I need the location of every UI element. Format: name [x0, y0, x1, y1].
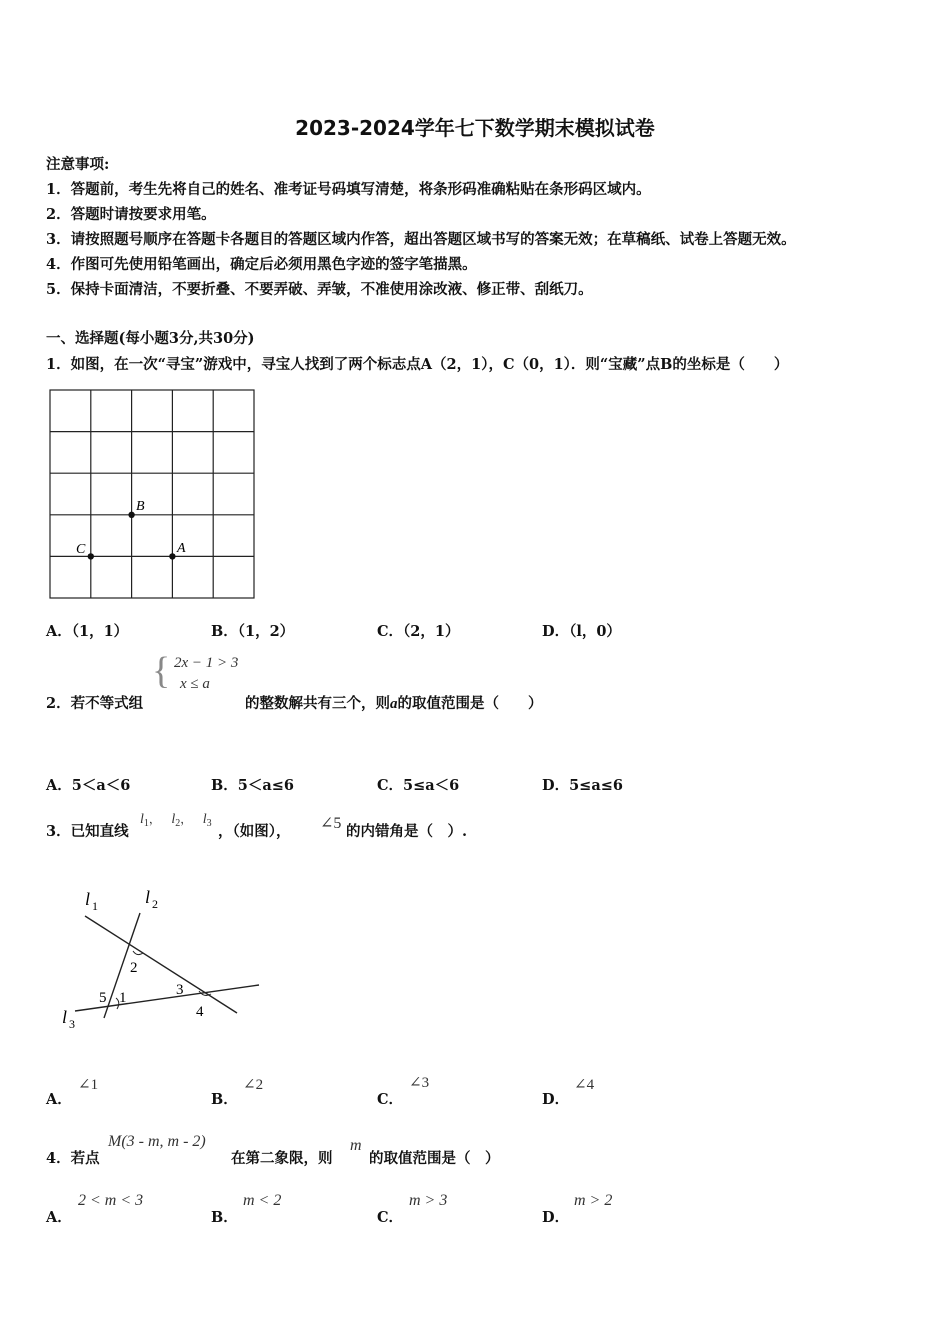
question-1-text: 1．如图，在一次“寻宝”游戏中，寻宝人找到了两个标志点A（2，1），C（0，1）．则“宝藏”点B的坐标是（ ） [46, 356, 789, 373]
svg-text:3: 3 [176, 982, 184, 998]
q4-option-a-label: A． [46, 1209, 72, 1226]
point-m: M(3 - m, m - 2) [108, 1133, 206, 1150]
label-a: A [177, 541, 186, 556]
q2-option-b: B．5＜a≤6 [211, 777, 294, 794]
notice-heading: 注意事项: [46, 156, 110, 173]
svg-text:l: l [85, 889, 91, 909]
svg-text:3: 3 [69, 1017, 75, 1031]
question-3-middle: ，（如图）， [218, 823, 291, 840]
variable-m: m [350, 1137, 362, 1154]
q2-option-a: A．5＜a＜6 [46, 777, 131, 794]
q4-option-a-value: 2 < m < 3 [78, 1192, 144, 1209]
notice-item: 2．答题时请按要求用笔。 [46, 206, 216, 223]
notice-item: 5．保持卡面清洁，不要折叠、不要弄破、弄皱，不准使用涂改液、修正带、刮纸刀。 [46, 281, 593, 298]
q1-option-a: A．（1，1） [46, 623, 129, 640]
question-3-lines-figure [55, 878, 270, 1038]
notice-item: 3．请按照题号顺序在答题卡各题目的答题区域内作答，超出答题区域书写的答案无效；在草稿纸、试卷上答题无效。 [46, 231, 796, 248]
notice-item: 4．作图可先使用铅笔画出，确定后必须用黑色字迹的签字笔描黑。 [46, 256, 477, 273]
svg-text:2: 2 [152, 897, 158, 911]
label-b: B [136, 499, 145, 514]
svg-text:1: 1 [92, 899, 98, 913]
question-3-prefix: 3．已知直线 [46, 823, 129, 840]
q1-option-d: D．（l，0） [542, 623, 621, 640]
label-c: C [76, 542, 86, 557]
q4-option-d-label: D． [542, 1209, 570, 1226]
angle-5: ∠5 [320, 815, 342, 832]
section-heading: 一、选择题(每小题3分,共30分) [46, 330, 255, 347]
line-symbols: $l_1$， $l_2$， $l_3$ [140, 812, 212, 829]
svg-text:5: 5 [99, 990, 107, 1006]
question-3-suffix: 的内错角是（ ）. [346, 823, 468, 840]
q4-option-c-label: C． [377, 1209, 404, 1226]
q2-option-d: D．5≤a≤6 [542, 777, 623, 794]
svg-text:1: 1 [119, 990, 127, 1006]
q3-option-d-label: D． [542, 1091, 570, 1108]
svg-text:l: l [145, 887, 151, 907]
question-4-suffix: 的取值范围是（ ） [369, 1150, 500, 1167]
svg-text:4: 4 [196, 1004, 204, 1020]
brace-icon: { [152, 650, 171, 692]
point-b [128, 512, 134, 518]
q4-option-c-value: m > 3 [409, 1192, 448, 1209]
question-4-prefix: 4．若点 [46, 1150, 100, 1167]
question-2-text: 的整数解共有三个，则a的取值范围是（ ） [245, 695, 543, 712]
q3-option-b-value: ∠2 [243, 1077, 264, 1093]
q3-option-a-value: ∠1 [78, 1077, 99, 1093]
q4-option-b-label: B． [211, 1209, 238, 1226]
q4-option-b-value: m < 2 [243, 1192, 282, 1209]
q3-option-c-label: C． [377, 1091, 404, 1108]
q1-option-b: B．（1，2） [211, 623, 295, 640]
svg-text:2: 2 [130, 960, 138, 976]
question-1-grid-figure [48, 388, 258, 602]
q1-option-c: C．（2，1） [377, 623, 460, 640]
q3-option-a-label: A． [46, 1091, 72, 1108]
q3-option-b-label: B． [211, 1091, 238, 1108]
point-a [169, 553, 175, 559]
q2-option-c: C．5≤a＜6 [377, 777, 460, 794]
notice-item: 1．答题前，考生先将自己的姓名、准考证号码填写清楚，将条形码准确粘贴在条形码区域内。 [46, 181, 651, 198]
q4-option-d-value: m > 2 [574, 1192, 613, 1209]
question-4-middle: 在第二象限，则 [231, 1150, 333, 1167]
q3-option-d-value: ∠4 [574, 1077, 595, 1093]
inequality-line-2: x ≤ a [180, 676, 210, 692]
point-c [88, 553, 94, 559]
question-2-prefix: 2．若不等式组 [46, 695, 144, 712]
page-title: 2023-2024学年七下数学期末模拟试卷 [295, 116, 655, 140]
q3-option-c-value: ∠3 [409, 1075, 430, 1091]
svg-text:l: l [62, 1007, 68, 1027]
inequality-line-1: 2x − 1 > 3 [174, 655, 239, 671]
